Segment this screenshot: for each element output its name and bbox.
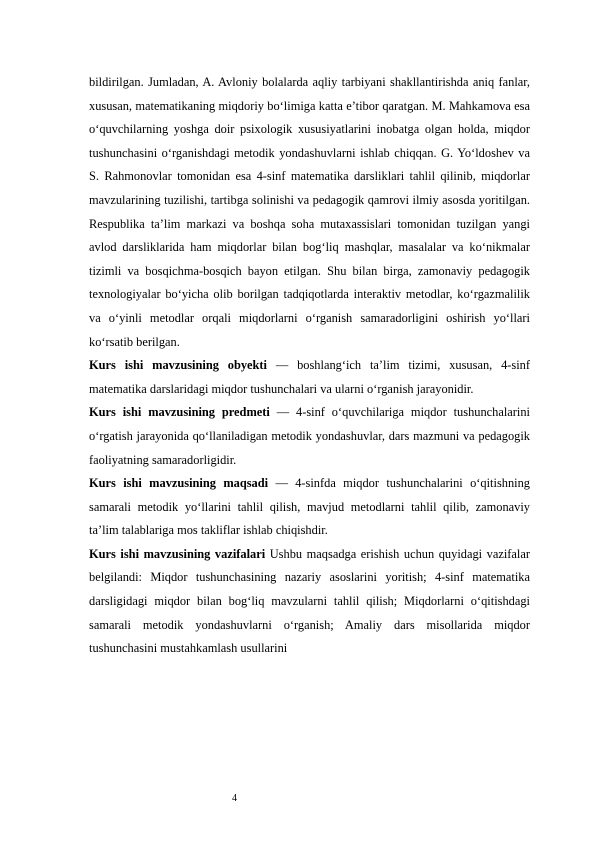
tasks-text: Ushbu maqsadga erishish uchun quyidagi vazifalar belgilandi: Miqdor tushunchasining nazariy asoslarini yoritish; 4-sinf matematika darsligidagi miqdor bilan bog‘liq mavzularni tahlil qilish; Miqdorlarni o‘qitishdagi samarali metodik yondashuvlarni o‘rganish; Amaliy dars misollarida miqdor tushunchasini mustahkamlash usullarini	[89, 546, 530, 656]
object-text: — boshlang‘ich ta’lim tizimi, xususan, 4-sinf matematika darslaridagi miqdor tushunchalari va ularni o‘rganish jarayonidir.	[89, 358, 530, 396]
subject-heading: Kurs ishi mavzusining predmeti	[89, 405, 270, 420]
page-number: 4	[232, 793, 237, 804]
goal-text: — 4-sinfda miqdor tushunchalarini o‘qitishning samarali metodik yo‘llarini tahlil qilish, mavjud metodlarni tahlil qilib, zamonaviy ta’lim talablariga mos takliflar ishlab chiqishdir.	[89, 476, 530, 538]
body-text	[89, 71, 530, 661]
paragraph-goal	[89, 472, 530, 543]
tasks-heading: Kurs ishi mavzusining vazifalari	[89, 546, 266, 561]
goal-heading: Kurs ishi mavzusining maqsadi	[89, 476, 269, 491]
paragraph-literature-review	[89, 71, 530, 354]
subject-text: — 4-sinf o‘quvchilariga miqdor tushunchalarini o‘rgatish jarayonida qo‘llaniladigan metodik yondashuvlar, dars mazmuni va pedagogik faoliyatning samaradorligidir.	[89, 405, 530, 467]
object-heading: Kurs ishi mavzusining obyekti	[89, 358, 268, 373]
paragraph-text: bildirilgan. Jumladan, A. Avloniy bolalarda aqliy tarbiyani shakllantirishda aniq fanlar, xususan, matematikaning miqdoriy bo‘limiga katta e’tibor qaratgan. M. Mahkamova esa o‘quvchilarning yoshga doir psixologik xususiyatlarini inobatga olgan holda, miqdor tushunchasini o‘rganishdagi metodik yondashuvlarni ishlab chiqqan. G. Yo‘ldoshev va S. Rahmonovlar tomonidan esa 4-sinf matematika darsliklari tahlil qilinib, miqdorlar mavzularining tuzilishi, tartibga solinishi va pedagogik qamrovi ilmiy asosda yoritilgan. Respublika ta’lim markazi va boshqa soha mutaxassislari tomonidan tuzilgan yangi avlod darsliklarida ham miqdorlar bilan bog‘liq mashqlar, masalalar va ko‘nikmalar tizimli va bosqichma-bosqich bayon etilgan. Shu bilan birga, zamonaviy pedagogik texnologiyalar bo‘yicha olib borilgan tadqiqotlarda interaktiv metodlar, ko‘rgazmalilik va o‘yinli metodlar orqali miqdorlarni o‘rganish samaradorligini oshirish yo‘llari ko‘rsatib berilgan.	[89, 75, 530, 349]
paragraph-subject	[89, 401, 530, 472]
paragraph-object	[89, 354, 530, 401]
paragraph-tasks	[89, 543, 530, 661]
